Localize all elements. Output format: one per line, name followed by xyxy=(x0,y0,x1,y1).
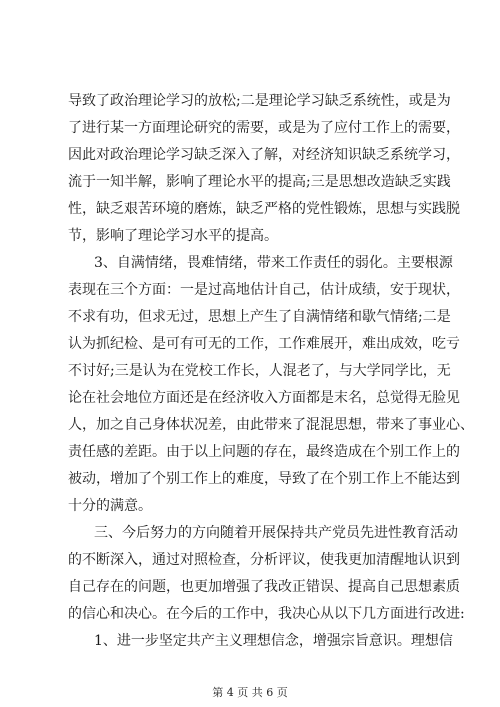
text-line: 认为抓纪检、是可有可无的工作，工作难展开，难出成效，吃亏 xyxy=(68,336,460,352)
text-line: 性，缺乏艰苦环境的磨炼，缺乏严格的党性锻炼，思想与实践脱 xyxy=(68,201,460,217)
section-heading-3: 三、今后努力的方向随着开展保持共产党员先进性教育活动 xyxy=(94,525,458,541)
paragraph-heading-3: 3、自满情绪，畏难情绪，带来工作责任的弱化。主要根源 xyxy=(94,255,453,271)
text-line: 的信心和决心。在今后的工作中，我决心从以下几方面进行改进: xyxy=(68,606,465,622)
text-line: 自己存在的问题，也更加增强了我改正错误、提高自己思想素质 xyxy=(68,579,460,595)
text-line: 导致了政治理论学习的放松;二是理论学习缺乏系统性，或是为 xyxy=(68,93,451,109)
text-line: 不讨好;三是认为在党校工作长，人混老了，与大学同学比，无 xyxy=(68,363,451,379)
text-line: 流于一知半解，影响了理论水平的提高;三是思想改造缺乏实践 xyxy=(68,174,451,190)
text-line: 人，加之自己身体状况差，由此带来了混混思想，带来了事业心、 xyxy=(68,417,474,433)
text-line: 了进行某一方面理论研究的需要，或是为了应付工作上的需要， xyxy=(68,120,460,136)
text-line: 论在社会地位方面还是在经济收入方面都是末名，总觉得无脸见 xyxy=(68,390,460,406)
text-line: 节，影响了理论学习水平的提高。 xyxy=(68,228,278,244)
text-line: 十分的满意。 xyxy=(68,498,152,514)
text-line: 被动，增加了个别工作上的难度，导致了在个别工作上不能达到 xyxy=(68,471,460,487)
text-line: 因此对政治理论学习缺乏深入了解，对经济知识缺乏系统学习， xyxy=(68,147,460,163)
text-line: 表现在三个方面：一是过高地估计自己，估计成绩，安于现状， xyxy=(68,282,460,298)
text-line: 不求有功，但求无过，思想上产生了自满情绪和歇气情绪;二是 xyxy=(68,309,451,325)
page-footer: 第 4 页 共 6 页 xyxy=(212,686,288,699)
text-line: 责任感的差距。由于以上问题的存在，最终造成在个别工作上的 xyxy=(68,444,460,460)
paragraph-heading-1: 1、进一步坚定共产主义理想信念，增强宗旨意识。理想信 xyxy=(94,633,453,649)
text-line: 的不断深入，通过对照检查，分析评议，使我更加清醒地认识到 xyxy=(68,552,460,568)
